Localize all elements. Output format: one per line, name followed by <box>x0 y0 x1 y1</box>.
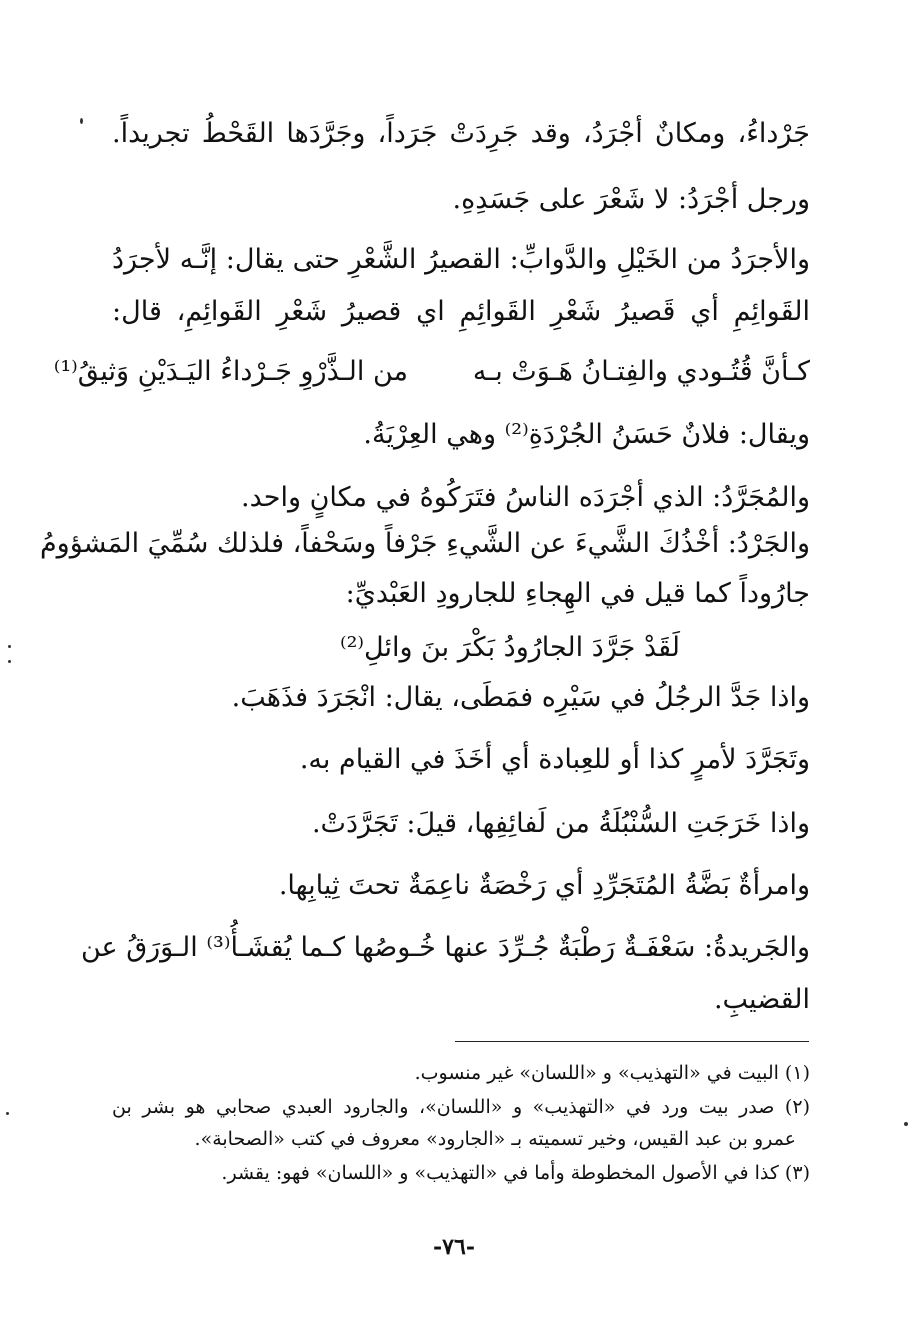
poem-first-hemistich: كـأنَّ قُتُـودي والفِتـانُ هَـوَتْ بـه <box>472 356 810 387</box>
scan-speck <box>6 1112 9 1115</box>
body-line-7: والجَرْدُ: أخْذُكَ الشَّيءَ عن الشَّيءِ جَرْفاً وسَحْفاً، فلذلك سُمِّيَ المَشؤومُ <box>39 528 810 559</box>
scan-speck <box>8 645 11 648</box>
body-line-10: وتَجَرَّدَ لأمرٍ كذا أو للعِبادة أي أخَذَ في القيام به. <box>299 744 810 775</box>
body-line-3: والأجرَدُ من الخَيْلِ والدَّوابِّ: القصيرُ الشَّعْرِ حتى يقال: إنَّـه لأجرَدُ <box>112 244 810 275</box>
footnote-2-continued: عمرو بن عبد القيس، وخير تسميته بـ «الجارود» معروف في كتب «الصحابة». <box>194 1128 796 1150</box>
body-line-14: القضيبِ. <box>713 984 810 1015</box>
footnote-3: (٣) كذا في الأصول المخطوطة وأما في «التهذيب» و «اللسان» فهو: يقشر. <box>221 1162 810 1184</box>
scan-speck <box>80 118 83 124</box>
poem-verse-line: لَقَدْ جَرَّدَ الجارُودُ بَكْرَ بنَ وائلِ⁽²⁾ <box>339 632 680 663</box>
body-line-13: والجَريدةُ: سَعْفَـةٌ رَطْبَةٌ جُـرِّدَ عنها خُـوصُها كـما يُقشَـأُ⁽³⁾ الـوَرَقُ عن <box>80 932 810 963</box>
page-number: -٧٦- <box>433 1234 475 1260</box>
body-line-9: واذا جَدَّ الرجُلُ في سَيْرِه فمَطَى، يقال: انْجَرَدَ فذَهَبَ. <box>231 682 810 713</box>
body-line-12: وامرأةٌ بَضَّةُ المُتَجَرِّدِ أي رَخْصَةٌ ناعِمَةٌ تحتَ ثِيابِها. <box>278 870 810 901</box>
body-line-1: جَرْداءُ، ومكانٌ أجْرَدُ، وقد جَرِدَتْ جَرَداً، وجَرَّدَها القَحْطُ تجريداً. <box>112 118 810 149</box>
body-line-2: ورجل أجْرَدُ: لا شَعْرَ على جَسَدِهِ. <box>452 184 810 215</box>
body-line-6: والمُجَرَّدُ: الذي أجْرَدَه الناسُ فتَرَكُوهُ في مكانٍ واحد. <box>241 482 810 513</box>
footnote-separator <box>455 1041 809 1042</box>
footnote-1: (١) البيت في «التهذيب» و «اللسان» غير منسوب. <box>414 1062 810 1084</box>
body-line-8: جارُوداً كما قيل في الهِجاءِ للجارودِ العَبْديِّ: <box>345 578 810 609</box>
scan-speck <box>8 660 11 663</box>
body-line-11: واذا خَرَجَتِ السُّنْبُلَةُ من لَفائِفِها، قيلَ: تَجَرَّدَتْ. <box>311 808 810 839</box>
poem-second-hemistich: من الـذَّرْوِ جَـرْداءُ اليَـدَيْنِ وَثيقُ⁽¹⁾ <box>53 356 408 387</box>
body-line-5: ويقال: فلانٌ حَسَنُ الجُرْدَةِ⁽²⁾ وهي العِرْيَةُ. <box>363 419 810 450</box>
body-line-4: القَوائِمِ أي قَصيرُ شَعْرِ القَوائِمِ اي قصيرُ شَعْرِ القَوائِمِ، قال: <box>112 296 810 327</box>
scan-speck <box>904 1122 908 1126</box>
footnote-2: (٢) صدر بيت ورد في «التهذيب» و «اللسان»، والجارود العبدي صحابي هو بشر بن <box>112 1096 810 1118</box>
